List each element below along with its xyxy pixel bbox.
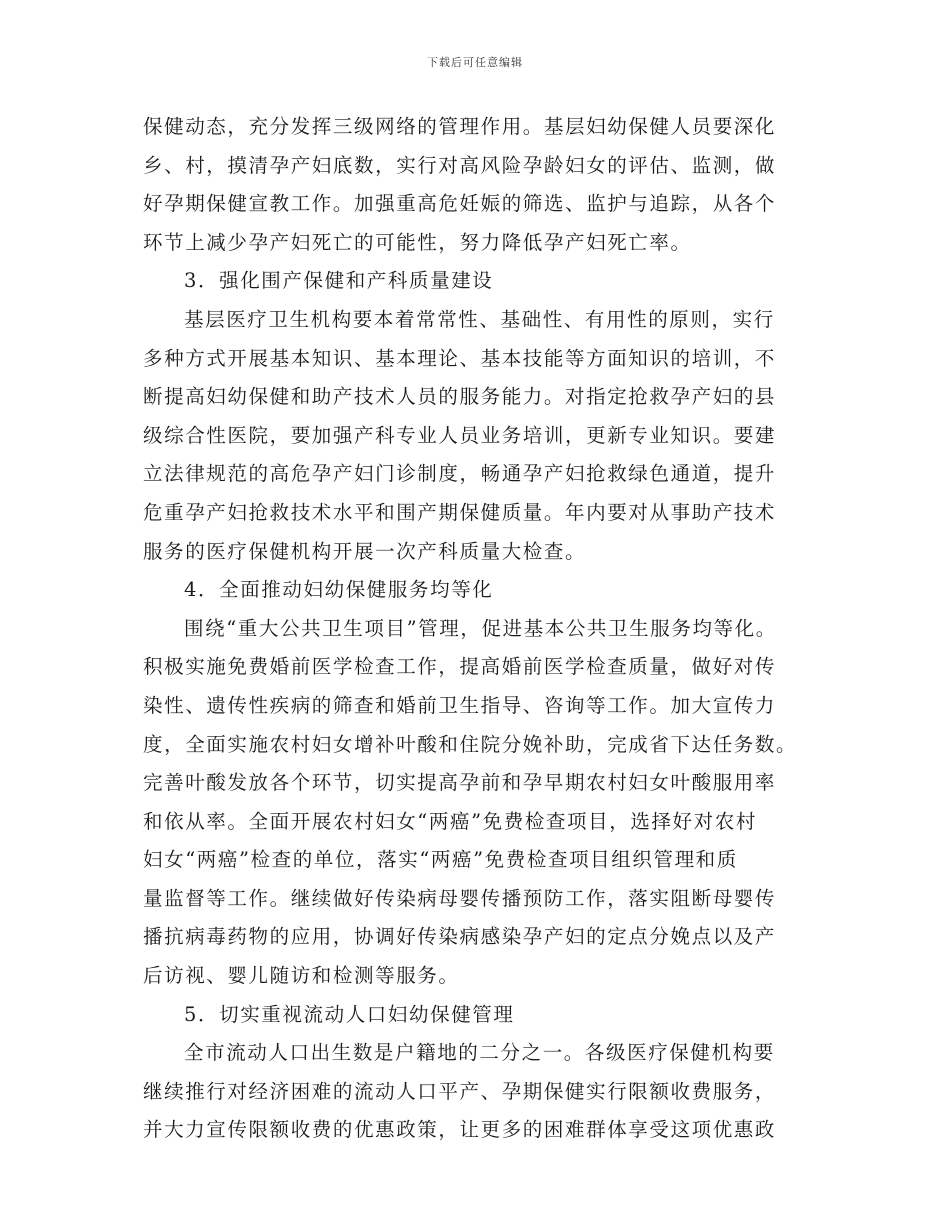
text-line: 染性、遗传性疾病的筛查和婚前卫生指导、咨询等工作。加大宣传力 bbox=[143, 693, 777, 717]
text-line: 保健动态，充分发挥三级网络的管理作用。基层妇幼保健人员要深化 bbox=[143, 115, 777, 138]
section-heading: 3．强化围产保健和产科质量建设 bbox=[184, 269, 494, 293]
section-heading: 4．全面推动妇幼保健服务均等化 bbox=[184, 578, 494, 602]
text-line: 量监督等工作。继续做好传染病母婴传播预防工作，落实阻断母婴传 bbox=[143, 886, 777, 910]
text-line: 继续推行对经济困难的流动人口平产、孕期保健实行限额收费服务， bbox=[143, 1079, 777, 1103]
text-line: 级综合性医院，要加强产科专业人员业务培训，更新专业知识。要建 bbox=[143, 423, 777, 447]
text-line: 度，全面实施农村妇女增补叶酸和住院分娩补助，完成省下达任务数。 bbox=[143, 732, 798, 756]
text-line: 妇女“两癌”检查的单位，落实“两癌”免费检查项目组织管理和质 bbox=[143, 848, 738, 872]
text-line: 后访视、婴儿随访和检测等服务。 bbox=[143, 964, 460, 988]
text-line: 播抗病毒药物的应用，协调好传染病感染孕产妇的定点分娩点以及产 bbox=[143, 925, 777, 949]
document-body bbox=[143, 108, 807, 1150]
text-line: 全市流动人口出生数是户籍地的二分之一。各级医疗保健机构要 bbox=[184, 1041, 775, 1065]
text-line: 乡、村，摸清孕产妇底数，实行对高风险孕龄妇女的评估、监测，做 bbox=[143, 153, 777, 177]
text-line: 并大力宣传限额收费的优惠政策，让更多的困难群体享受这项优惠政 bbox=[143, 1118, 777, 1142]
text-line: 环节上减少孕产妇死亡的可能性，努力降低孕产妇死亡率。 bbox=[143, 230, 692, 254]
text-line: 围绕“重大公共卫生项目”管理，促进基本公共卫生服务均等化。 bbox=[184, 616, 777, 640]
text-line: 服务的医疗保健机构开展一次产科质量大检查。 bbox=[143, 539, 587, 563]
section-heading: 5．切实重视流动人口妇幼保健管理 bbox=[184, 1002, 515, 1026]
text-line: 积极实施免费婚前医学检查工作，提高婚前医学检查质量，做好对传 bbox=[143, 655, 777, 679]
text-line: 和依从率。全面开展农村妇女“两癌”免费检查项目，选择好对农村 bbox=[143, 809, 757, 833]
text-line: 立法律规范的高危孕产妇门诊制度，畅通孕产妇抢救绿色通道，提升 bbox=[143, 462, 777, 486]
text-line: 基层医疗卫生机构要本着常常性、基础性、有用性的原则，实行 bbox=[184, 307, 775, 331]
text-line: 完善叶酸发放各个环节，切实提高孕前和孕早期农村妇女叶酸服用率 bbox=[143, 771, 777, 795]
text-line: 断提高妇幼保健和助产技术人员的服务能力。对指定抢救孕产妇的县 bbox=[143, 385, 777, 409]
page-header: 下载后可任意编辑 bbox=[427, 56, 523, 69]
text-line: 好孕期保健宣教工作。加强重高危妊娠的筛选、监护与追踪，从各个 bbox=[143, 192, 777, 216]
text-line: 多种方式开展基本知识、基本理论、基本技能等方面知识的培训，不 bbox=[143, 346, 777, 370]
text-line: 危重孕产妇抢救技术水平和围产期保健质量。年内要对从事助产技术 bbox=[143, 500, 777, 524]
